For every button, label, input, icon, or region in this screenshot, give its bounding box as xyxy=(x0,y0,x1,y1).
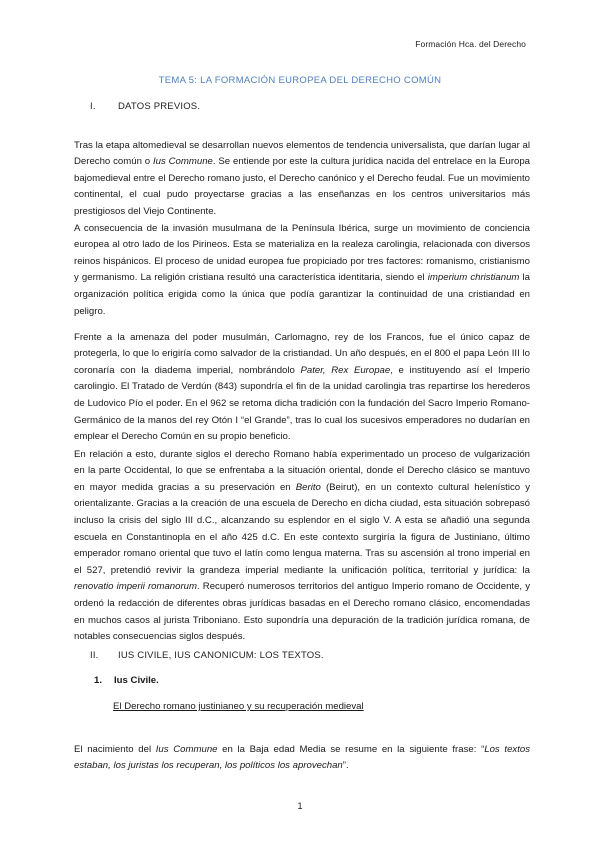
italic-term: renovatio imperii romanorum xyxy=(74,581,198,593)
section-number: II. xyxy=(90,650,99,661)
text-run: En relación a esto, durante siglos el derecho Romano había experimentado un proceso de vulgarización en la parte Occidental, lo que se enfrentaba a la situación oriental, donde el Derecho clásico se mantuvo en mayor medida gracias a su preservación en xyxy=(74,448,530,493)
italic-term: Ius Commune xyxy=(155,743,218,755)
page-number: 1 xyxy=(297,801,303,811)
section-heading-2 xyxy=(90,650,324,661)
paragraph-4 xyxy=(74,447,530,646)
paragraph-5 xyxy=(74,742,530,775)
paragraph-3 xyxy=(74,330,530,446)
text-run: ”. xyxy=(342,760,349,772)
text-run: en la Baja edad Media se resume en la siguiente frase: “ xyxy=(217,743,485,755)
italic-term: Berito xyxy=(295,481,321,493)
running-header: Formación Hca. del Derecho xyxy=(415,39,526,49)
underlined-subheading: El Derecho romano justinianeo y su recuperación medieval xyxy=(113,701,364,712)
section-label: IUS CIVILE, IUS CANONICUM: LOS TEXTOS. xyxy=(118,650,324,661)
italic-term: Ius Commune xyxy=(152,156,213,168)
paragraph-1 xyxy=(74,138,530,221)
section-label: DATOS PREVIOS. xyxy=(118,101,201,112)
text-run: (Beirut), en un contexto cultural helenístico y orientalizante. Gracias a la creación de una escuela de Derecho en dicha ciudad, esta situación sobrepasó incluso la crisis del siglo III d.C., alcanzando su esplendor en el siglo V. A esta se añadió una segunda escuela en Constantinopla en el año 425 d.C. En este contexto surgiría la figura de Justiniano, último emperador romano oriental que tuvo el latín como lengua materna. Tras su ascensión al trono imperial en el 527, pretendió revivir la grandeza imperial mediante la unificación política, territorial y jurídica: la xyxy=(74,481,530,576)
text-run: A consecuencia de la invasión musulmana de la Península Ibérica, surge un movimiento de conciencia europea al otro lado de los Pirineos. Esta se materializa en la realeza carolingia, relacionada con diversos reinos hispánicos. El proceso de unidad europea fue propiciado por tres factores: romanismo, cristianismo y germanismo. La religión cristiana resultó una característica identitaria, siendo el xyxy=(74,222,530,284)
text-run: la organización política erigida como la única que podía garantizar la continuidad de una cristiandad en peligro. xyxy=(74,272,530,317)
text-run: El nacimiento del xyxy=(74,743,156,755)
text-run: , e instituyendo así el Imperio carolingio. El Tratado de Verdún (843) supondría el fin de la unidad carolingia tras repartirse los herederos de Ludovico Pío el poder. En el 962 se retoma dicha tradición con la fundación del Sacro Imperio Romano-Germánico de la manos del rey Otón I “el Grande”, tras lo cual los sucesivos emperadores no dudarían en emplear el Derecho Común en su propio beneficio. xyxy=(74,364,531,443)
italic-term: Pater, Rex Europae xyxy=(300,364,391,376)
section-number: I. xyxy=(90,101,96,112)
section-heading-1 xyxy=(90,101,200,112)
text-run: . Recuperó numerosos territorios del antiguo Imperio romano de Occidente, y ordenó la redacción de diferentes obras jurídicas basadas en el Derecho romano clásico, encomendadas en muchos casos al jurista Triboniano. Esto supondría una depuración de la tradición jurídica romana, de notables consecuencias siglos después. xyxy=(74,581,531,643)
paragraph-2 xyxy=(74,221,530,321)
subsection-heading-1 xyxy=(94,675,159,686)
text-run: Tras la etapa altomedieval se desarrollan nuevos elementos de tendencia universalista, que darían lugar al Derecho común o xyxy=(74,139,530,168)
page-title: TEMA 5: LA FORMACIÓN EUROPEA DEL DERECHO COMÚN xyxy=(158,75,442,86)
subsection-label: Ius Civile. xyxy=(114,675,159,686)
text-run: . Se entiende por este la cultura jurídica nacida del entrelace en la Europa bajomedieval entre el Derecho romano justo, el Derecho canónico y el Derecho feudal. Fue un movimiento continental, el cual pudo proyectarse gracias a las enseñanzas en los centros universitarios más prestigiosos del Viejo Continente. xyxy=(74,156,531,217)
subsection-number: 1. xyxy=(94,675,103,686)
italic-quote: Los textos estaban, los juristas los recuperan, los políticos los aprovechan xyxy=(74,743,531,772)
text-run: Frente a la amenaza del poder musulmán, Carlomagno, rey de los Francos, fue el único capaz de protegerla, lo que lo erigiría como salvador de la cristiandad. Un año después, en el 800 el papa León III lo coronaría con la diadema imperial, nombrándolo xyxy=(74,331,530,376)
italic-term: imperium christianum xyxy=(427,272,520,284)
